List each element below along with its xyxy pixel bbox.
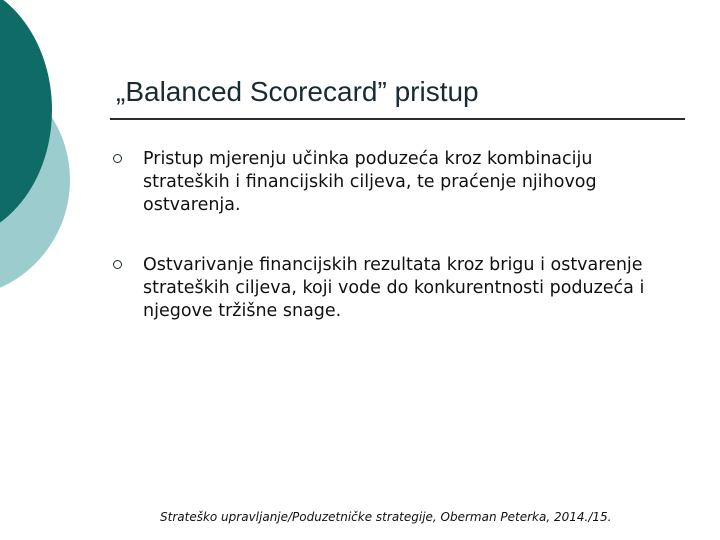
bullet-list [110, 148, 680, 360]
bullet-text: Pristup mjerenju učinka poduzeća kroz kombinaciju strateških i financijskih ciljeva, te praćenje njihovog ostvarenja. [143, 149, 597, 215]
bullet-item [110, 254, 680, 323]
bullet-text: Ostvarivanje financijskih rezultata kroz brigu i ostvarenje strateških ciljeva, koji vode do konkurentnosti poduzeća i njegove tržišne snage. [143, 255, 645, 321]
decorative-circles [0, 0, 80, 300]
bullet-circle-icon [113, 154, 122, 163]
slide-title: „Balanced Scorecard” pristup [116, 76, 479, 107]
bullet-item [110, 148, 680, 217]
bullet-circle-icon [113, 260, 122, 269]
slide-footer: Strateško upravljanje/Poduzetničke strategije, Oberman Peterka, 2014./15. [160, 510, 612, 524]
title-divider [110, 118, 685, 120]
